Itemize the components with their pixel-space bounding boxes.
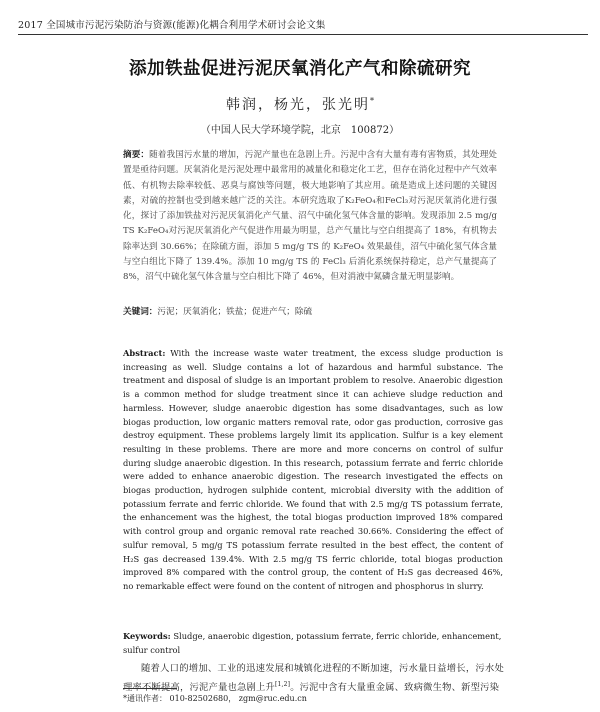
paper-title: 添加铁盐促进污泥厌氧消化产气和除硫研究 <box>129 59 471 79</box>
footnote: *通讯作者： 010-82502680， zgm@ruc.edu.cn <box>123 694 307 703</box>
author-line <box>0 94 600 114</box>
chinese-keywords <box>123 305 497 319</box>
citation: [1,2] <box>274 681 291 688</box>
english-abstract <box>123 347 503 594</box>
footnote-rule <box>123 688 177 689</box>
authors: 韩润，杨光，张光明 <box>226 97 370 113</box>
english-abstract-text: With the increase waste water treatment, the excess sludge production is increasing as well. Sludge contains a lot of hazardous and harmful substance. The treatment and disposal of sludge is an important problem to resolve. Anaerobic digestion is a common method for sludge treatment since it can achieve sludge reduction and harmless. However, sludge anaerobic digestion has some disadvantages, such as low biogas production, low organic matters removal rate, odor gas production, corrosive gas destroy equipment. These problems largely limit its application. Sulfur is a key element resulting in these problems. There are more and more concerns on control of sulfur during sludge anaerobic digestion. In this research, potassium ferrate and ferric chloride were added to enhance anaerobic digestion. The research investigated the effects on biogas production, hydrogen sulphide content, microbial diversity with the addition of potassium ferrate and ferric chloride. We found that with 2.5 mg/g TS potassium ferrate, the enhancement was the highest, the total biogas production improved 18% compared with control group and organic removal rate reached 30.66%. Considering the effect of sulfur removal, 5 mg/g TS potassium ferrate resulted in the best effect, the content of H₂S gas decreased 139.4%. With 2.5 mg/g TS ferric chloride, total biogas production improved 8% compared with the control group, the content of H₂S gas decreased 46%, no remarkable effect were found on the content of nitrogen and phosphorus in slurry. <box>123 348 503 591</box>
chinese-abstract-text: 随着我国污水量的增加，污泥产量也在急剧上升。污泥中含有大量有毒有害物质，其处理处置是亟待问题。厌氧消化是污泥处理中最常用的减量化和稳定化工艺，但存在消化过程中产气效率低、有机物去除率较低、恶臭与腐蚀等问题，极大地影响了其应用。硫是造成上述问题的关键因素，对硫的控制也受到越来越广泛的关注。本研究选取了K₂FeO₄和FeCl₃对污泥厌氧消化进行强化，探讨了添加铁盐对污泥厌氧消化产气量、沼气中硫化氢气体含量的影响。发现添加 2.5 mg/g TS K₂FeO₄对污泥厌氧消化产气促进作用最为明显，总产气量比与空白组提高了 18%，有机物去除率达到 30.66%；在除硫方面，添加 5 mg/g TS 的 K₂FeO₄ 效果最佳，沼气中硫化氢气体含量与空白组比下降了 139.4%。添加 10 mg/g TS 的 FeCl₃ 后消化系统保持稳定，总产气量提高了 8%，沼气中硫化氢气体含量与空白相比下降了 46%，但对消液中氮磷含量无明显影响。 <box>123 150 497 283</box>
chinese-keywords-label: 关键词： <box>123 307 158 317</box>
intro-text: 随着人口的增加、工业的迅速发展和城镇化进程的不断加速，污水量日益增长，污水处理率不断提高，污泥产量也急剧上升 <box>123 663 504 694</box>
english-keywords-text: Sludge, anaerobic digestion, potassium ferrate, ferric chloride, enhancement, sulfur control <box>123 631 502 655</box>
affiliation: （中国人民大学环境学院，北京 100872） <box>200 125 400 136</box>
running-header: 2017 全国城市污泥污染防治与资源(能源)化耦合利用学术研讨会论文集 <box>18 17 588 35</box>
intro-paragraph <box>123 661 504 696</box>
chinese-abstract-label: 摘要： <box>123 150 150 160</box>
english-keywords-label: Keywords: <box>123 631 171 641</box>
chinese-abstract <box>123 148 497 286</box>
intro-text-continued: 。污泥中含有大量重金属、致病微生物、新型污染 <box>290 682 500 694</box>
corresponding-author-mark: * <box>370 96 374 106</box>
chinese-keywords-text: 污泥；厌氧消化；铁盐；促进产气；除硫 <box>157 307 313 317</box>
english-abstract-label: Abstract: <box>123 348 166 358</box>
english-keywords <box>123 630 503 657</box>
